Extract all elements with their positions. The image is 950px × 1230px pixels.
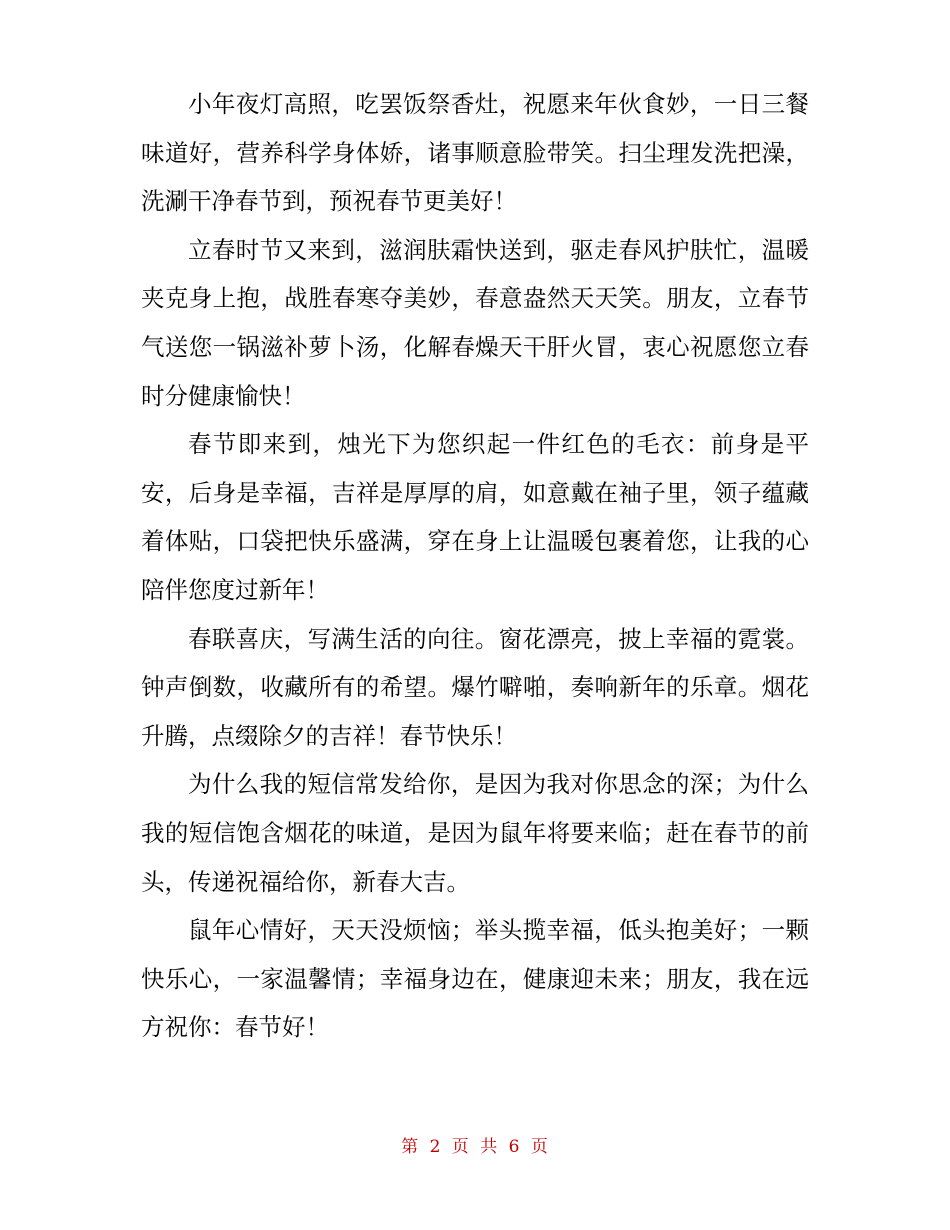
paragraph-3: 春节即来到，烛光下为您织起一件红色的毛衣：前身是平安，后身是幸福，吉祥是厚厚的肩，如意戴在袖子里，领子蕴藏着体贴，口袋把快乐盛满，穿在身上让温暖包裹着您，让我的心陪伴您度过新年！ xyxy=(141,430,809,604)
paragraph-4: 春联喜庆，写满生活的向往。窗花漂亮，披上幸福的霓裳。钟声倒数，收藏所有的希望。爆竹噼啪，奏响新年的乐章。烟花升腾，点缀除夕的吉祥！春节快乐！ xyxy=(141,624,809,750)
paragraph-6: 鼠年心情好，天天没烦恼；举头揽幸福，低头抱美好；一颗快乐心，一家温馨情；幸福身边在，健康迎未来；朋友，我在远方祝你：春节好！ xyxy=(141,916,809,1042)
document-body xyxy=(141,80,809,1052)
paragraph-1: 小年夜灯高照，吃罢饭祭香灶，祝愿来年伙食妙，一日三餐味道好，营养科学身体娇，诸事顺意脸带笑。扫尘理发洗把澡，洗涮干净春节到，预祝春节更美好！ xyxy=(141,90,809,216)
page-number-footer: 第 2 页 共 6 页 xyxy=(401,1137,549,1157)
paragraph-2: 立春时节又来到，滋润肤霜快送到，驱走春风护肤忙，温暖夹克身上抱，战胜春寒夺美妙，春意盎然天天笑。朋友，立春节气送您一锅滋补萝卜汤，化解春燥天干肝火冒，衷心祝愿您立春时分健康愉快！ xyxy=(141,235,809,410)
paragraph-5: 为什么我的短信常发给你，是因为我对你思念的深；为什么我的短信饱含烟花的味道，是因为鼠年将要来临；赶在春节的前头，传递祝福给你，新春大吉。 xyxy=(141,770,809,896)
